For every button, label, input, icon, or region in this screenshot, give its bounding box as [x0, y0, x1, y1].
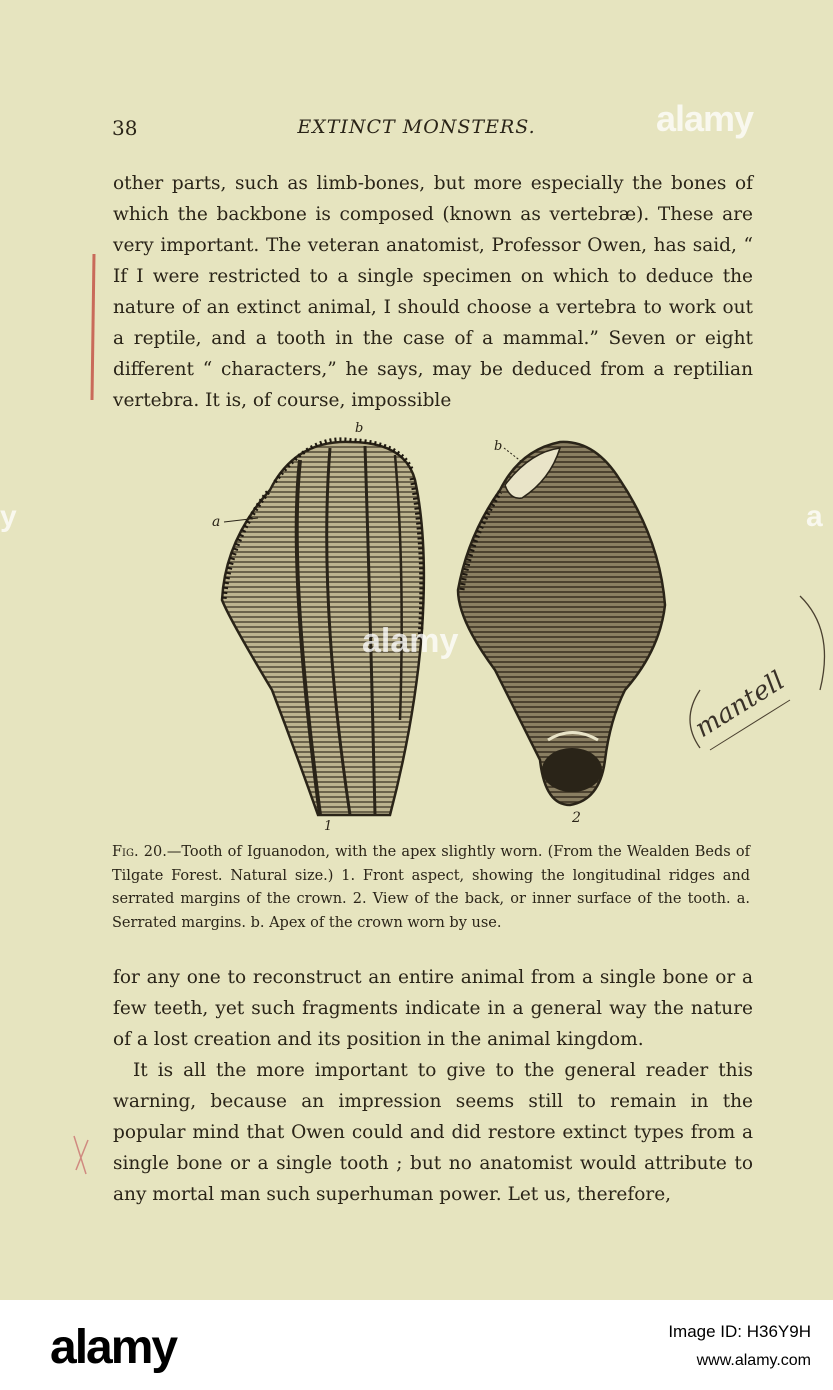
alamy-watermark-top: alamy: [656, 98, 754, 139]
red-margin-mark: [84, 250, 104, 410]
paragraph-3: It is all the more important to give to the general reader this warning, because an impression seems still to remain in the popular mind that Owen could and did restore extinct types from a single bone or a single tooth ; but no anatomist would attribute to any mortal man such superhuman power. Let us, therefore,: [113, 1060, 753, 1205]
text-block-bottom: [113, 962, 753, 1210]
label-b-right-leader: [504, 448, 522, 462]
text-block-top: [113, 168, 753, 416]
stock-footer: [0, 1300, 833, 1390]
image-id: Image ID: H36Y9H: [668, 1322, 811, 1341]
alamy-url: www.alamy.com: [696, 1352, 811, 1369]
handwritten-note-bracket: [670, 590, 833, 760]
label-2: 2: [572, 810, 581, 826]
figure-caption: [112, 841, 750, 935]
label-1: 1: [324, 819, 333, 834]
handwritten-note: mantell: [689, 665, 790, 744]
alamy-watermark-right: a: [806, 500, 823, 533]
caption-fig-label: Fig. 20.: [112, 844, 167, 860]
label-b-right: b: [494, 439, 503, 454]
alamy-logo: alamy: [50, 1321, 177, 1374]
paragraph-2: for any one to reconstruct an entire animal from a single bone or a few teeth, yet such fragments indicate in a general way the nature of a lost creation and its position in the animal kingdom.: [113, 967, 753, 1050]
alamy-watermark-left: y: [0, 500, 17, 533]
label-b-left: b: [355, 421, 364, 436]
tooth-back-aspect: [458, 442, 665, 805]
paragraph-1: other parts, such as limb-bones, but more especially the bones of which the backbone is composed (known as vertebræ). These are very important. The veteran anatomist, Professor Owen, has said, “ If I were restricted to a single specimen on which to deduce the nature of an extinct animal, I should choose a vertebra to work out a reptile, and a tooth in the case of a mammal.” Seven or eight different “ characters,” he says, may be deduced from a reptilian vertebra. It is, of course, impossible: [113, 173, 753, 411]
label-a: a: [212, 514, 221, 530]
page-number: 38: [112, 116, 138, 140]
caption-text: —Tooth of Iguanodon, with the apex slightly worn. (From the Wealden Beds of Tilgate Forest. Natural size.) 1. Front aspect, showing the longitudinal ridges and serrated margins of the crown. 2. View of the back, or inner surface of the tooth. a. Serrated margins. b. Apex of the crown worn by use.: [112, 844, 750, 931]
red-x-mark: [70, 1130, 94, 1180]
running-title: EXTINCT MONSTERS.: [297, 116, 536, 138]
alamy-watermark-center: alamy: [362, 622, 459, 660]
